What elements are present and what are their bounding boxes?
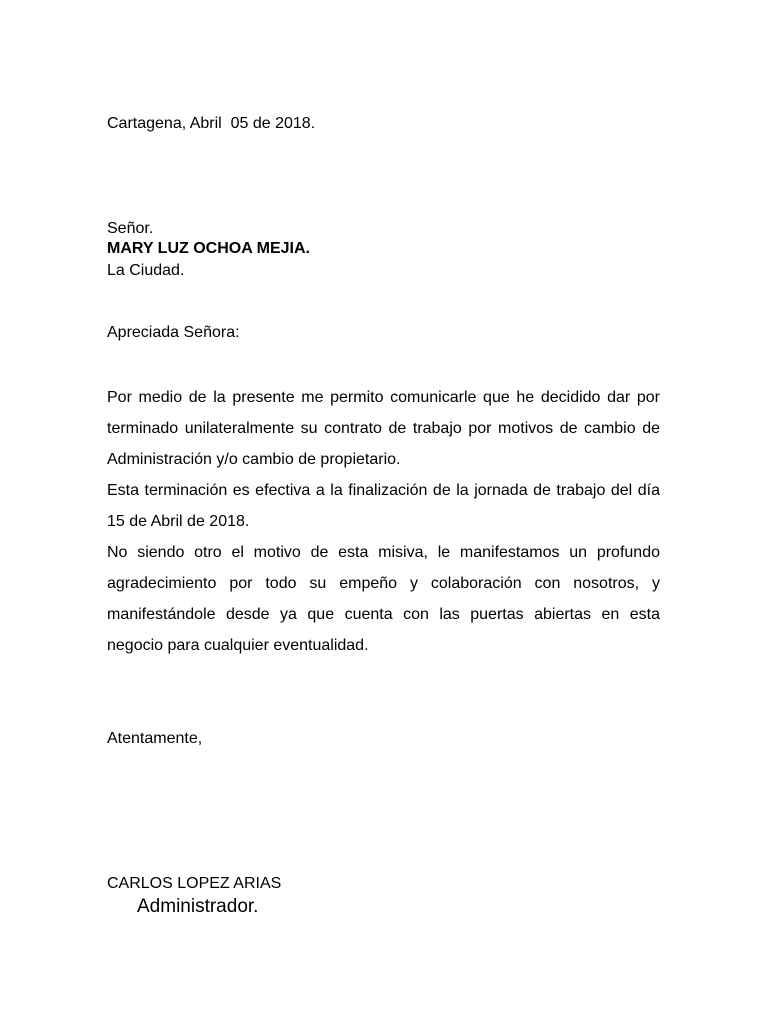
body-paragraph: No siendo otro el motivo de esta misiva, le manifestamos un profundo agradecimiento por todo su empeño y colaboración con nosotros, y manifestándole desde ya que cuenta con las puertas abiertas en esta negocio para cualquier eventualidad. (107, 544, 660, 654)
signer-name: CARLOS LOPEZ ARIAS (107, 875, 282, 892)
closing: Atentamente, (107, 730, 203, 747)
body-paragraph: Por medio de la presente me permito comunicarle que he decidido dar por terminado unilateralmente su contrato de trabajo por motivos de cambio de Administración y/o cambio de propietario. (107, 389, 660, 468)
date-line: Cartagena, Abril 05 de 2018. (107, 115, 316, 132)
signer-title: Administrador. (137, 896, 259, 917)
letter-body (107, 382, 660, 661)
recipient-city: La Ciudad. (107, 262, 185, 279)
body-paragraph: Esta terminación es efectiva a la finalización de la jornada de trabajo del día 15 de Abril de 2018. (107, 482, 660, 530)
greeting: Apreciada Señora: (107, 324, 240, 341)
salutation: Señor. (107, 220, 154, 237)
recipient-name: MARY LUZ OCHOA MEJIA. (107, 240, 310, 257)
